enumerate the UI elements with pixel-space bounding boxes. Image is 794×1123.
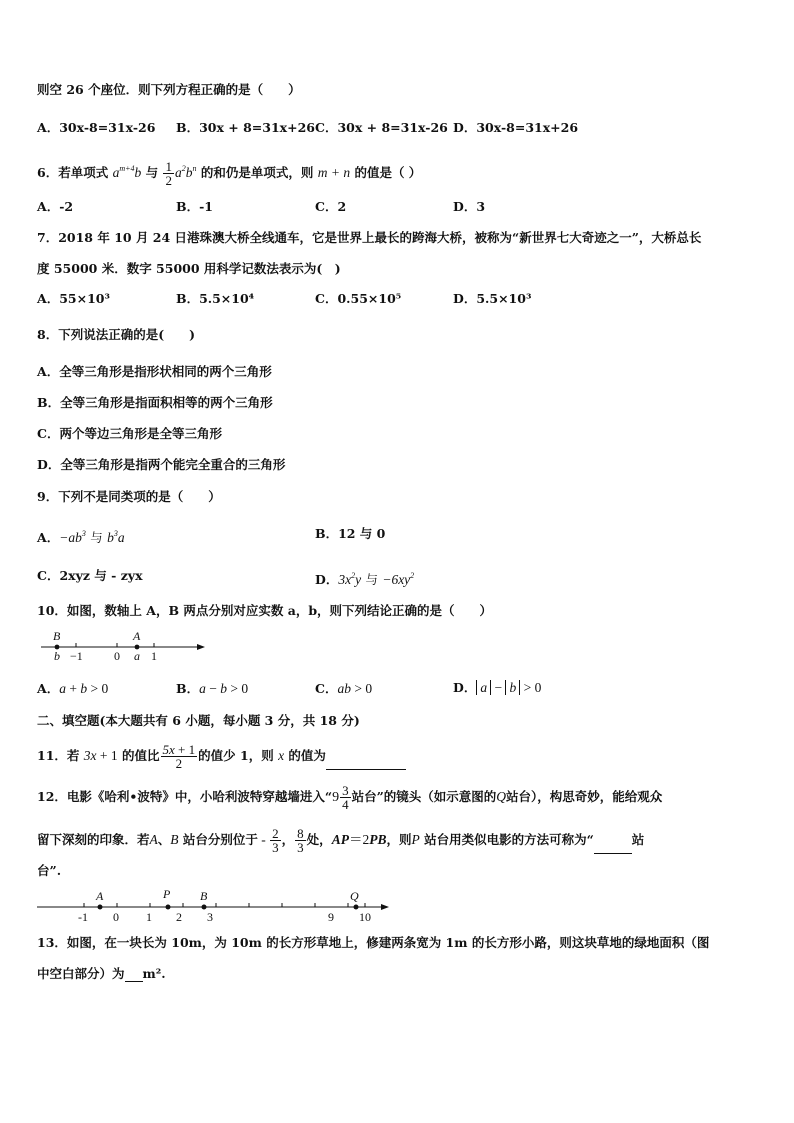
q12-label-neg1: -1 xyxy=(78,910,88,924)
q7-option-d: D．5.5×10³ xyxy=(453,291,532,306)
q11-fraction: $\frac{5x + 1}{2}$ xyxy=(162,742,196,771)
q11-stem: 11．若 3x + 1 的值比 $\frac{5x + 1}{2}$ 的值少 1，则 x 的值为 xyxy=(37,743,406,770)
q7-option-b: B．5.5×10⁴ xyxy=(176,291,255,306)
q10-label-b: b xyxy=(54,649,60,663)
q6-option-a: A．-2 xyxy=(37,199,74,214)
q9-option-d: D．$3x^2y$ 与 $-6xy^2$ xyxy=(315,571,415,587)
q13-answer-blank[interactable] xyxy=(125,968,143,982)
q5-option-d: D．30x-8=31x+26 xyxy=(453,120,579,135)
q8-option-a: A．全等三角形是指形状相同的两个三角形 xyxy=(37,364,272,379)
q10-option-d: D． a − b > 0 xyxy=(453,680,542,695)
q12-label-9: 9 xyxy=(328,910,334,924)
q10-label-0: 0 xyxy=(114,649,120,663)
q12-label-Q: Q xyxy=(350,889,359,903)
q5-option-b: B．30x + 8=31x+26 xyxy=(176,120,315,135)
q6-stem xyxy=(37,160,421,187)
q12-number-line xyxy=(37,886,397,922)
q10-axis-arrow xyxy=(197,644,205,650)
q5-stem-tail: 则空 26 个座位．则下列方程正确的是（ ） xyxy=(37,82,301,97)
q8-stem: 8．下列说法正确的是( ) xyxy=(37,327,196,342)
q9-option-b: B．12 与 0 xyxy=(315,526,386,541)
q6-prefix: 6．若单项式 xyxy=(37,165,109,180)
q12-point-a xyxy=(98,905,103,910)
q9-a-term1: $-ab^3$ xyxy=(59,529,86,545)
q10-label-neg1: −1 xyxy=(70,649,83,663)
q7-option-a: A．55×10³ xyxy=(37,291,110,306)
q12-label-3: 3 xyxy=(207,910,213,924)
section-2-heading: 二、填空题(本大题共有 6 小题，每小题 3 分，共 18 分) xyxy=(37,713,360,728)
q12-line-3: 台”. xyxy=(37,863,62,878)
q9-option-c: C．2xyz 与 - zyx xyxy=(37,568,143,583)
q6-option-c: C．2 xyxy=(315,199,347,214)
q10-label-1: 1 xyxy=(151,649,157,663)
q12-point-b xyxy=(202,905,207,910)
q12-label-2: 2 xyxy=(176,910,182,924)
q5-option-a: A．30x-8=31x-26 xyxy=(37,120,156,135)
q6-monomial-2: $a^2b^n$ xyxy=(174,164,197,180)
q12-point-p xyxy=(166,905,171,910)
q12-label-B: B xyxy=(200,889,208,903)
q12-label-10: 10 xyxy=(359,910,371,924)
q12-axis-arrow xyxy=(381,904,389,910)
q6-end: 的值是（ ） xyxy=(354,165,422,180)
q10-option-b: B．a − b > 0 xyxy=(176,681,249,696)
q10-option-c: C．ab > 0 xyxy=(315,681,373,696)
q12-label-A: A xyxy=(96,889,104,903)
q10-label-a: a xyxy=(134,649,140,663)
q11-var-x: x xyxy=(278,748,285,763)
q12-ticks xyxy=(84,903,365,907)
q12-mixed-fraction: $\frac{3}{4}$ xyxy=(342,783,349,812)
q10-option-a: A．a + b > 0 xyxy=(37,681,109,696)
q12-point-q xyxy=(354,905,359,910)
q7-line-2: 度 55000 米．数字 55000 用科学记数法表示为( ) xyxy=(37,261,341,276)
q10-number-line xyxy=(37,628,217,664)
q6-option-d: D．3 xyxy=(453,199,486,214)
q13-line-1: 13．如图，在一块长为 10m，为 10m 的长方形草地上，修建两条宽为 1m 的长方形小路，则这块草地的绿地面积（图 xyxy=(37,935,710,950)
q9-d-term1: $3x^2y$ xyxy=(338,571,362,587)
q9-d-term2: $-6xy^2$ xyxy=(382,571,415,587)
q10-label-A: A xyxy=(133,629,141,643)
q12-line-1: 12．电影《哈利•波特》中，小哈利波特穿越墙进入“9 $\frac{3}{4}$ 站台”的镜头（如示意图的Q站台），构思奇妙，能给观众 xyxy=(37,783,663,812)
q6-monomial-1: $a^{m+4}b$ xyxy=(112,164,142,180)
q12-label-1: 1 xyxy=(146,910,152,924)
q8-option-b: B．全等三角形是指面积相等的两个三角形 xyxy=(37,395,273,410)
q6-option-b: B．-1 xyxy=(176,199,213,214)
q6-half-fraction: $\frac{1}{2}$ xyxy=(165,159,172,188)
q12-label-0: 0 xyxy=(113,910,119,924)
q6-mid: 与 xyxy=(145,165,159,180)
q8-option-d: D．全等三角形是指两个能完全重合的三角形 xyxy=(37,457,286,472)
q13-line-2: 中空白部分）为 m². xyxy=(37,966,166,981)
q12-label-P: P xyxy=(163,887,171,901)
q11-answer-blank[interactable] xyxy=(326,756,406,770)
q10-label-B: B xyxy=(53,629,61,643)
q7-line-1: 7．2018 年 10 月 24 日港珠澳大桥全线通车，它是世界上最长的跨海大桥，被称为“新世界七大奇迹之一”，大桥总长 xyxy=(37,230,702,245)
q8-option-c: C．两个等边三角形是全等三角形 xyxy=(37,426,222,441)
q12-answer-blank[interactable] xyxy=(594,840,632,854)
q10-stem: 10．如图，数轴上 A，B 两点分别对应实数 a，b，则下列结论正确的是（ ） xyxy=(37,603,493,618)
q12-line-2: 留下深刻的印象．若A、B 站台分别位于 - $\frac{2}{3}$ ， $\frac{8}{3}$ 处，AP＝2PB，则P 站台用类似电影的方法可称为“ 站 xyxy=(37,826,645,855)
q6-expression: m + n xyxy=(317,165,351,180)
q9-option-a: A．$-ab^3$ 与 $b^3a$ xyxy=(37,529,125,545)
q5-option-c: C．30x + 8=31x-26 xyxy=(315,120,448,135)
q6-suffix: 的和仍是单项式，则 xyxy=(200,165,314,180)
q7-option-c: C．0.55×10⁵ xyxy=(315,291,402,306)
q9-stem: 9．下列不是同类项的是（ ） xyxy=(37,489,221,504)
q9-a-term2: $b^3a$ xyxy=(107,529,125,545)
q11-expr-1: 3x xyxy=(83,748,97,763)
